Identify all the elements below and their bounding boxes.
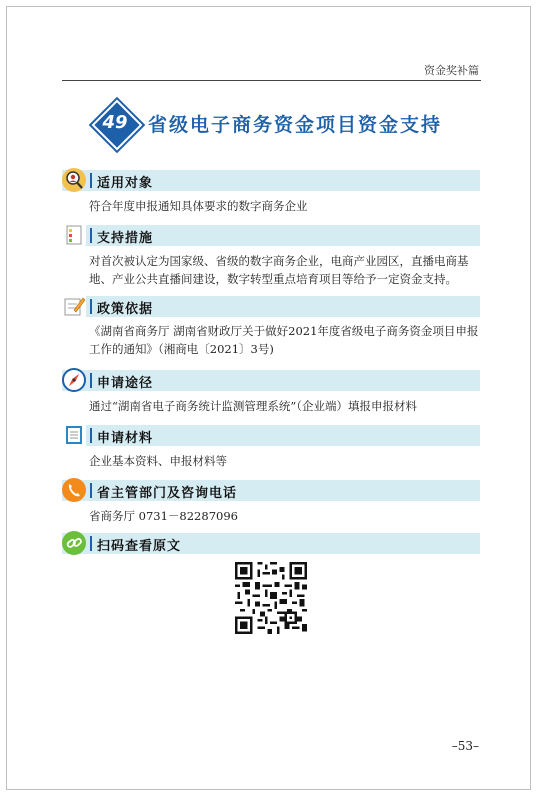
magnify-person-icon (62, 168, 86, 192)
section-label: 支持措施 (97, 231, 154, 246)
header-rule (62, 80, 481, 81)
section-label: 省主管部门及咨询电话 (97, 486, 238, 501)
section-body: 《湖南省商务厅 湖南省财政厅关于做好2021年度省级电子商务资金项目申报工作的通知》（湘商电〔2021〕3号) (89, 324, 479, 356)
section-label: 扫码查看原文 (97, 539, 182, 554)
link-icon (62, 531, 86, 555)
badge-number: 49 (102, 112, 128, 133)
number-badge (92, 100, 138, 146)
section-header-channel (62, 370, 480, 391)
phone-icon (62, 478, 86, 502)
pencil-document-icon (62, 294, 86, 318)
section-body: 对首次被认定为国家级、省级的数字商务企业，电商产业园区，直播电商基地、产业公共直播间建设，数字转型重点培育项目等给予一定资金支持。 (89, 254, 469, 286)
section-body: 企业基本资料、申报材料等 (89, 454, 227, 468)
section-header-contact (62, 480, 480, 501)
section-header-measures (62, 225, 480, 246)
page-number: –53– (451, 739, 479, 753)
title-block (92, 100, 452, 152)
section-body: 通过“湖南省电子商务统计监测管理系统”（企业端）填报申报材料 (89, 399, 418, 413)
section-body: 符合年度申报通知具体要求的数字商务企业 (89, 199, 308, 213)
section-header-scan (62, 533, 480, 554)
running-head: 资金奖补篇 (424, 64, 479, 77)
notebook-icon (62, 423, 86, 447)
section-header-target (62, 170, 480, 191)
section-body: 省商务厅 0731－82287096 (89, 509, 238, 523)
qr-code[interactable] (235, 562, 307, 634)
section-header-materials (62, 425, 480, 446)
checklist-icon (62, 223, 86, 247)
compass-icon (62, 368, 86, 392)
page-title: 省级电子商务资金项目资金支持 (148, 114, 443, 136)
section-label: 适用对象 (97, 176, 154, 191)
section-label: 政策依据 (97, 302, 154, 317)
section-label: 申请途径 (97, 376, 154, 391)
section-header-basis (62, 296, 480, 317)
section-label: 申请材料 (97, 431, 154, 446)
